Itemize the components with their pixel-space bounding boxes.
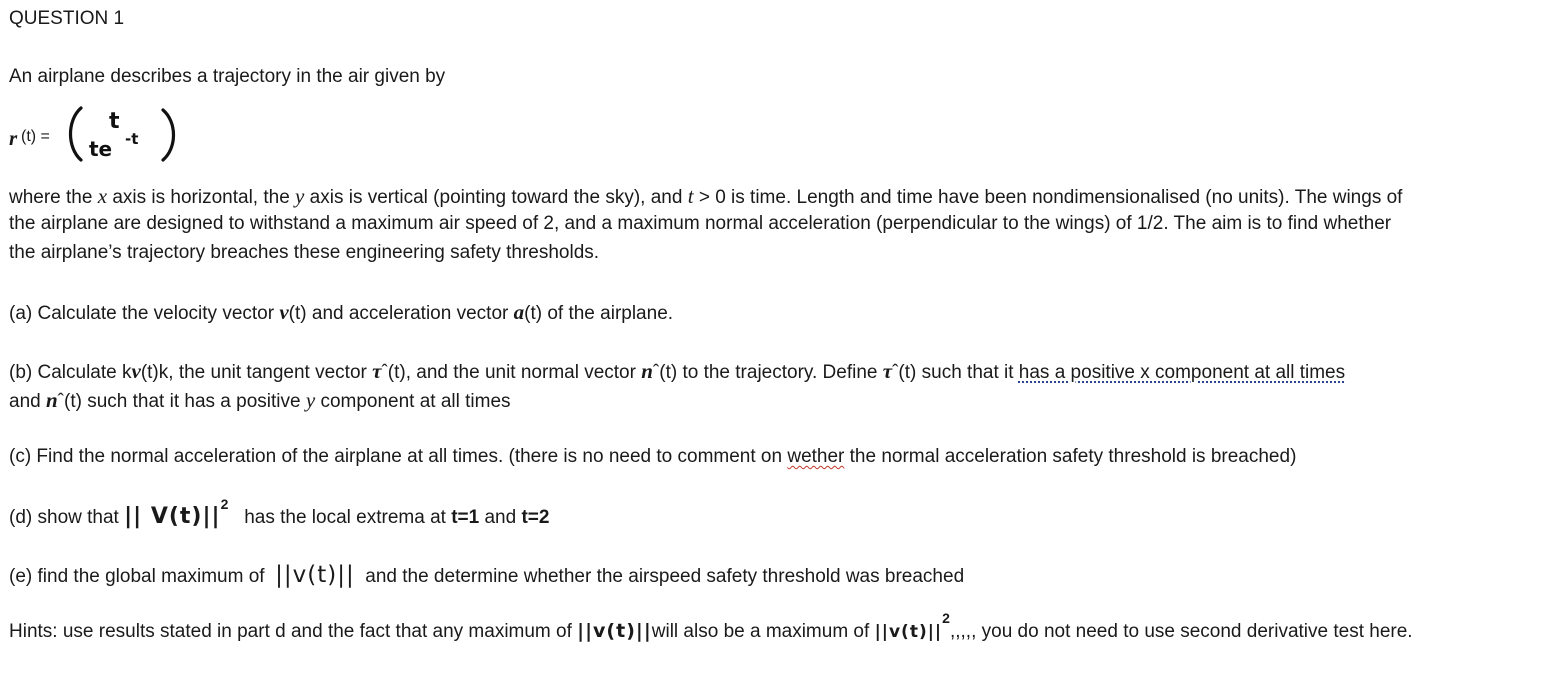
part-a: (a) Calculate the velocity vector v(t) and acceleration vector a(t) of the airplane. xyxy=(9,300,674,324)
part-e: (e) find the global maximum of ||v(t)|| and the determine whether the airspeed safety threshold was breached xyxy=(9,562,965,588)
r-symbol: r xyxy=(9,126,18,150)
part-c: (c) Find the normal acceleration of the airplane at all times. (there is no need to comment on wether the normal acceleration safety threshold is breached) xyxy=(9,446,1297,467)
description-line-3: the airplane’s trajectory breaches these engineering safety thresholds. xyxy=(9,242,600,263)
intro-text: An airplane describes a trajectory in the air given by xyxy=(9,66,446,87)
part-b-line-1: (b) Calculate kv(t)k, the unit tangent vector τˆ(t), and the unit normal vector nˆ(t) to the trajectory. Define τˆ(t) such that it has a positive x component at all times xyxy=(9,359,1346,383)
left-paren xyxy=(71,108,82,160)
matrix-exponent: -t xyxy=(125,130,139,148)
handwritten-exponent: 2 xyxy=(942,610,950,626)
r-argument: (t) = xyxy=(21,128,50,145)
handwritten-speed-norm: ||v(t)|| xyxy=(874,622,943,642)
part-d: (d) show that || $V(t)||^2$ has the local extrema at t=1 and t=2 xyxy=(9,496,550,529)
handwritten-speed-norm: || V(t)|| xyxy=(124,504,221,529)
question-title: QUESTION 1 xyxy=(9,8,125,29)
part-b-line-2: and nˆ(t) such that it has a positive y component at all times xyxy=(9,388,511,412)
hints: Hints: use results stated in part d and the fact that any maximum of ||v(t)||will also be a maximum of $||v(t)||^2$,,,,, you do not need to use second derivative test here. xyxy=(9,610,1413,642)
dotted-underline-phrase: has a positive x component at all times xyxy=(1018,362,1346,383)
spelling-error-word: wether xyxy=(787,446,845,467)
matrix-top: t xyxy=(109,109,120,134)
handwritten-vector xyxy=(65,104,195,166)
matrix-bottom: te xyxy=(89,137,113,161)
handwritten-speed-norm: ||v(t)|| xyxy=(275,562,355,588)
description-line-1: where the x axis is horizontal, the y axis is vertical (pointing toward the sky), and t > 0 is time. Length and time have been nondimensionalised (no units). The wings of xyxy=(9,184,1403,208)
handwritten-exponent: 2 xyxy=(220,496,229,512)
description-line-2: the airplane are designed to withstand a maximum air speed of 2, and a maximum normal acceleration (perpendicular to the wings) of 1/2. The aim is to find whether xyxy=(9,213,1392,234)
handwritten-speed-norm: ||v(t)|| xyxy=(577,620,652,642)
right-paren xyxy=(163,110,174,160)
